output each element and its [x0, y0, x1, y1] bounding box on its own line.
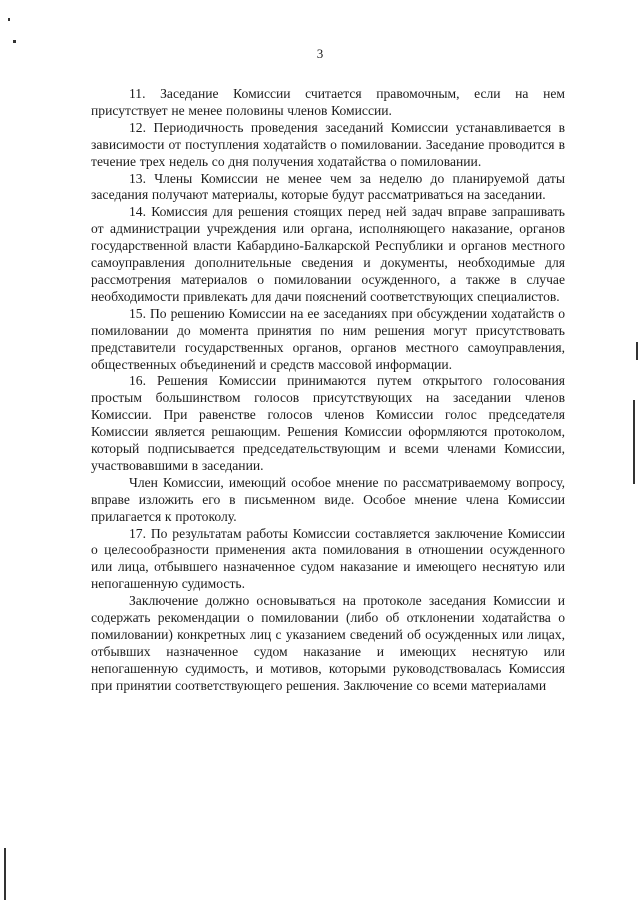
- paragraph-16: 16. Решения Комиссии принимаются путем открытого голосования простым большинством голосов присутствующих на заседании членов Комиссии. При равенстве голосов членов Комиссии голос председателя Комиссии является решающим. Решения Комиссии оформляются протоколом, который подписывается председательствующим и всеми членами Комиссии, участвовавшими в заседании.: [91, 373, 565, 473]
- scan-edge-mark-right-1: [636, 342, 638, 360]
- paragraph-16-dissent: Член Комиссии, имеющий особое мнение по рассматриваемому вопросу, вправе изложить его в письменном виде. Особое мнение члена Комиссии прилагается к протоколу.: [91, 474, 565, 524]
- scan-speck-left: [13, 40, 16, 43]
- paragraph-14: 14. Комиссия для решения стоящих перед ней задач вправе запрашивать от администрации учреждения или органа, исполняющего наказание, органов государственной власти Кабардино-Балкарской Республики и органов местного самоуправления дополнительные сведения и документы, необходимые для рассмотрения материалов о помиловании осужденного, а также в случае необходимости привлекать для дачи пояснений соответствующих специалистов.: [91, 204, 565, 304]
- document-body: [91, 86, 565, 695]
- page-number: 3: [316, 46, 324, 61]
- paragraph-13: 13. Члены Комиссии не менее чем за неделю до планируемой даты заседания получают материалы, которые будут рассматриваться на заседании.: [91, 170, 565, 203]
- paragraph-12: 12. Периодичность проведения заседаний Комиссии устанавливается в зависимости от поступления ходатайств о помиловании. Заседание проводится в течение трех недель со дня получения ходатайства о помиловании.: [91, 119, 565, 169]
- scan-speck-top-left: [8, 18, 10, 21]
- paragraph-17: 17. По результатам работы Комиссии составляется заключение Комиссии о целесообразности применения акта помилования в отношении осужденного или лица, отбывшего назначенное судом наказание и имеющего неснятую или непогашенную судимость.: [91, 525, 565, 592]
- scan-edge-mark-bottom-left: [4, 848, 6, 900]
- paragraph-11: 11. Заседание Комиссии считается правомочным, если на нем присутствует не менее половины членов Комиссии.: [91, 86, 565, 118]
- scan-edge-mark-right-2: [633, 400, 635, 484]
- paragraph-15: 15. По решению Комиссии на ее заседаниях при обсуждении ходатайств о помиловании до момента принятия по ним решения могут присутствовать представители государственных органов, органов местного самоуправления, общественных объединений и средств массовой информации.: [91, 305, 565, 372]
- paragraph-17-conclusion: Заключение должно основываться на протоколе заседания Комиссии и содержать рекомендации о помиловании (либо об отклонении ходатайства о помиловании) конкретных лиц с указанием сведений об осужденных или лицах, отбывших назначенное судом наказание и имеющих неснятую или непогашенную судимость, и мотивов, которыми руководствовалась Комиссия при принятии соответствующего решения. Заключение со всеми материалами: [91, 593, 565, 693]
